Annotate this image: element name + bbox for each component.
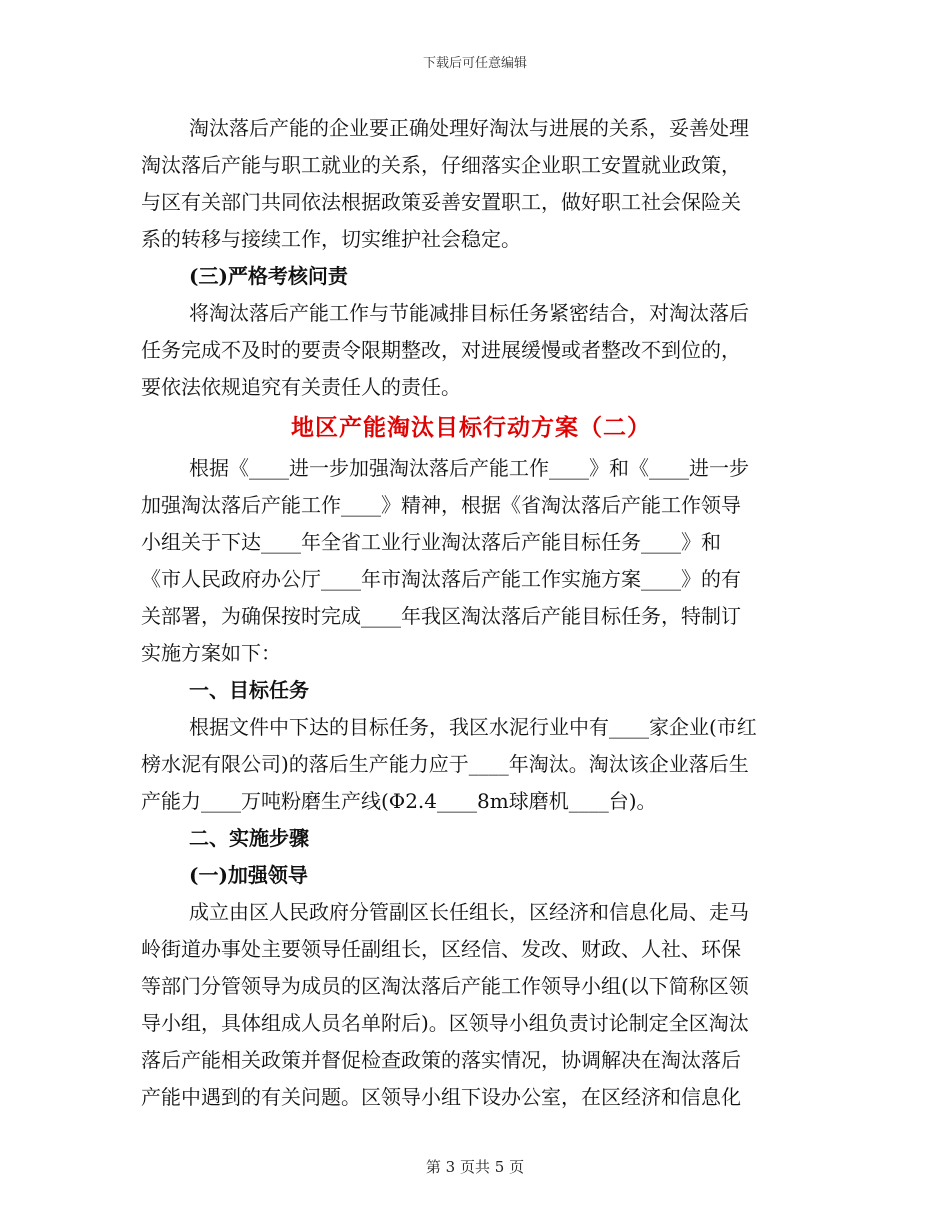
text-line: 岭街道办事处主要领导任副组长，区经信、发改、财政、人社、环保 [141, 937, 741, 961]
text-line: 产能力____万吨粉磨生产线(Φ2.4____8m球磨机____台)。 [141, 789, 657, 813]
text-line: 与区有关部门共同依法根据政策妥善安置职工，做好职工社会保险关 [141, 190, 741, 214]
text-line: 小组关于下达____年全省工业行业淘汰落后产能目标任务____》和 [141, 530, 721, 554]
text-line: 要依法依规追究有关责任人的责任。 [141, 375, 461, 399]
text-line: 根据文件中下达的目标任务，我区水泥行业中有____家企业(市红 [189, 715, 757, 739]
page-footer: 第 3 页共 5 页 [425, 1158, 525, 1176]
paragraph [141, 450, 801, 672]
title-text: 地区产能淘汰目标行动方案（二） [291, 414, 651, 441]
heading-text: (一)加强领导 [189, 863, 308, 887]
text-line: 导小组，具体组成人员名单附后)。区领导小组负责讨论制定全区淘汰 [141, 1011, 749, 1035]
paragraph [141, 295, 801, 406]
text-line: 关部署，为确保按时完成____年我区淘汰落后产能目标任务，特制订 [141, 604, 741, 628]
text-line: 系的转移与接续工作，切实维护社会稳定。 [141, 227, 521, 251]
text-line: 《市人民政府办公厅____年市淘汰落后产能工作实施方案____》的有 [141, 567, 741, 591]
text-line: 淘汰落后产能与职工就业的关系，仔细落实企业职工安置就业政策， [141, 153, 741, 177]
text-line: 等部门分管领导为成员的区淘汰落后产能工作领导小组(以下简称区领 [141, 974, 749, 998]
text-line: 实施方案如下： [141, 641, 281, 665]
text-line: 落后产能相关政策并督促检查政策的落实情况，协调解决在淘汰落后 [141, 1048, 741, 1072]
heading-text: (三)严格考核问责 [189, 264, 348, 288]
text-line: 任务完成不及时的要责令限期整改，对进展缓慢或者整改不到位的， [141, 338, 741, 362]
text-line: 榜水泥有限公司)的落后生产能力应于____年淘汰。淘汰该企业落后生 [141, 752, 749, 776]
section-heading [141, 258, 801, 295]
text-line: 将淘汰落后产能工作与节能减排目标任务紧密结合，对淘汰落后 [189, 301, 749, 325]
page-header: 下载后可任意编辑 [422, 56, 527, 71]
paragraph [141, 709, 801, 820]
document-title [141, 409, 801, 447]
document-body [141, 110, 801, 1116]
section-heading [141, 672, 801, 709]
text-line: 淘汰落后产能的企业要正确处理好淘汰与进展的关系，妥善处理 [189, 116, 749, 140]
text-line: 加强淘汰落后产能工作____》精神，根据《省淘汰落后产能工作领导 [141, 493, 741, 517]
heading-text: 一、目标任务 [189, 678, 309, 702]
text-line: 根据《____进一步加强淘汰落后产能工作____》和《____进一步 [189, 456, 749, 480]
paragraph [141, 894, 801, 1116]
section-heading [141, 857, 801, 894]
paragraph [141, 110, 801, 258]
heading-text: 二、实施步骤 [189, 826, 309, 850]
section-heading [141, 820, 801, 857]
text-line: 产能中遇到的有关问题。区领导小组下设办公室，在区经济和信息化 [141, 1085, 741, 1109]
text-line: 成立由区人民政府分管副区长任组长，区经济和信息化局、走马 [189, 900, 749, 924]
